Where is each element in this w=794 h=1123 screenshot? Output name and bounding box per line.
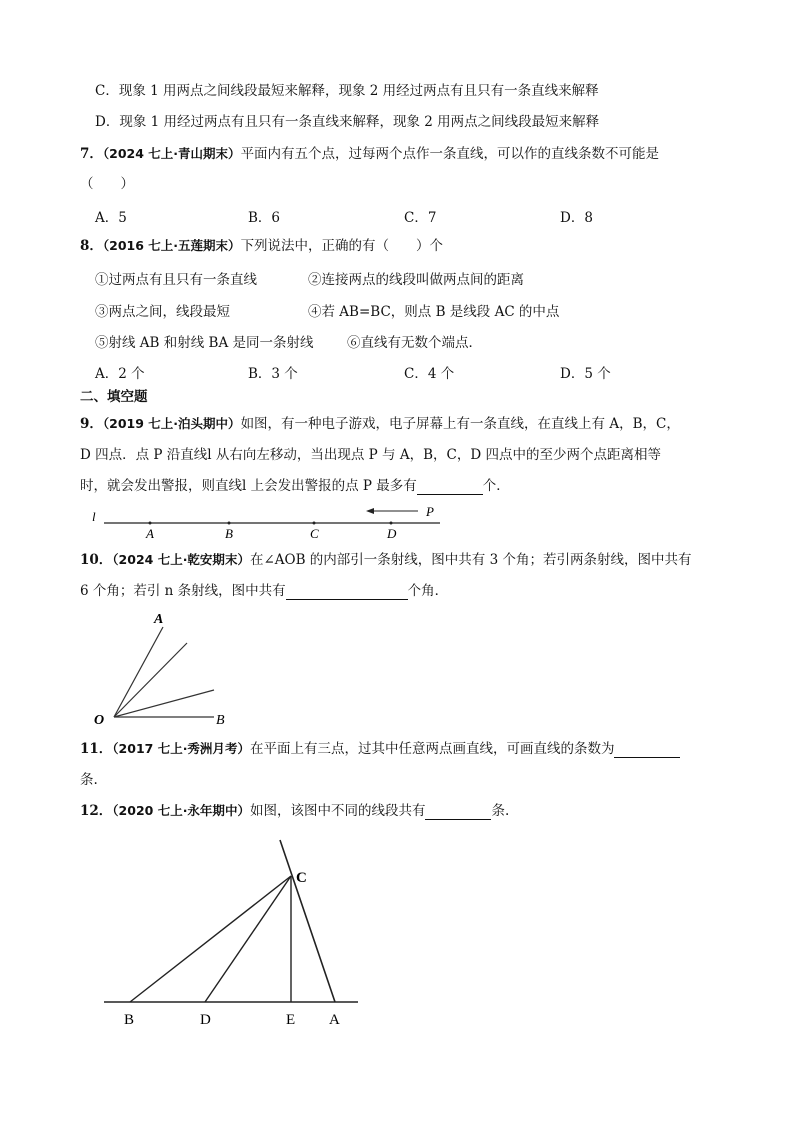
question-source: （2017 七上·秀洲月考）: [112, 741, 250, 756]
segment-dc: [205, 876, 291, 1002]
label-b: B: [124, 1012, 135, 1028]
q8-option-d: D．5 个: [560, 366, 611, 382]
question-11-line2: 条.: [80, 772, 98, 788]
label-a: A: [146, 526, 154, 541]
q8-option-c: C．4 个: [404, 366, 455, 382]
question-text: 如图，该图中不同的线段共有: [249, 803, 426, 819]
label-c: C: [310, 526, 319, 541]
statement-2: ②连接两点的线段叫做两点间的距离: [308, 272, 524, 288]
segment-bc: [130, 876, 291, 1002]
q6-option-c: C．现象 1 用两点之间线段最短来解释，现象 2 用经过两点有且只有一条直线来解释: [95, 83, 599, 99]
statement-4: ④若 AB=BC，则点 B 是线段 AC 的中点: [308, 304, 560, 320]
statement-5: ⑤射线 AB 和射线 BA 是同一条射线: [95, 335, 314, 351]
label-b: B: [225, 526, 233, 541]
question-source: （2020 七上·永年期中）: [112, 803, 250, 818]
label-d: D: [200, 1012, 211, 1028]
question-text: 个．: [482, 478, 510, 494]
label-b: B: [216, 713, 225, 728]
question-number: 8．: [80, 238, 103, 254]
question-text: 时，就会发出警报，则直线l 上会发出警报的点 P 最多有: [80, 478, 417, 494]
label-o: O: [94, 713, 105, 728]
question-text: 下列说法中，正确的有（ ）个: [240, 238, 444, 254]
q7-option-b: B．6: [248, 210, 281, 226]
statement-1: ①过两点有且只有一条直线: [95, 272, 257, 288]
question-text: 个角．: [407, 583, 449, 599]
label-c: C: [296, 870, 307, 886]
line-through-c-a: [280, 840, 335, 1002]
question-number: 11．: [80, 741, 113, 757]
section-title: 二、填空题: [80, 389, 148, 405]
label-d: D: [387, 526, 397, 541]
question-text: 平面内有五个点，过每两个点作一条直线，可以作的直线条数不可能是: [240, 146, 660, 162]
question-number: 12．: [80, 803, 113, 819]
q8-option-a: A．2 个: [95, 366, 145, 382]
q6-option-d: D．现象 1 用经过两点有且只有一条直线来解释，现象 2 用两点之间线段最短来解释: [95, 114, 600, 130]
statement-6: ⑥直线有无数个端点．: [347, 335, 482, 351]
label-e: E: [286, 1012, 296, 1028]
label-l: l: [92, 509, 96, 524]
question-text: 6 个角；若引 n 条射线，图中共有: [80, 583, 286, 599]
question-text: 在平面上有三点，过其中任意两点画直线，可画直线的条数为: [249, 741, 615, 757]
question-number: 10．: [80, 552, 113, 568]
q7-option-d: D．8: [560, 210, 593, 226]
question-number: 7．: [80, 146, 103, 162]
statement-3: ③两点之间，线段最短: [95, 304, 230, 320]
question-text: 如图，有一种电子游戏，电子屏幕上有一条直线，在直线上有 A，B，C，: [240, 416, 680, 432]
question-number: 9．: [80, 416, 103, 432]
label-a: A: [329, 1012, 340, 1028]
question-source: （2024 七上·乾安期末）: [112, 552, 250, 567]
label-p: P: [426, 504, 434, 519]
question-source: （2016 七上·五莲期末）: [102, 238, 241, 253]
q7-option-a: A．5: [95, 210, 127, 226]
question-text: 条.: [491, 803, 510, 819]
question-source: （2019 七上·泊头期中）: [102, 416, 241, 431]
q7-option-c: C．7: [404, 210, 437, 226]
question-text: 在∠AOB 的内部引一条射线，图中共有 3 个角；若引两条射线，图中共有: [249, 552, 692, 568]
question-source: （2024 七上·青山期末）: [102, 146, 241, 161]
question-9-line2: D 四点．点 P 沿直线l 从右向左移动，当出现点 P 与 A，B，C，D 四点中的至少两个点距离相等: [80, 447, 661, 463]
label-a: A: [154, 612, 164, 627]
q8-option-b: B．3 个: [248, 366, 298, 382]
answer-paren: （ ）: [80, 176, 134, 192]
